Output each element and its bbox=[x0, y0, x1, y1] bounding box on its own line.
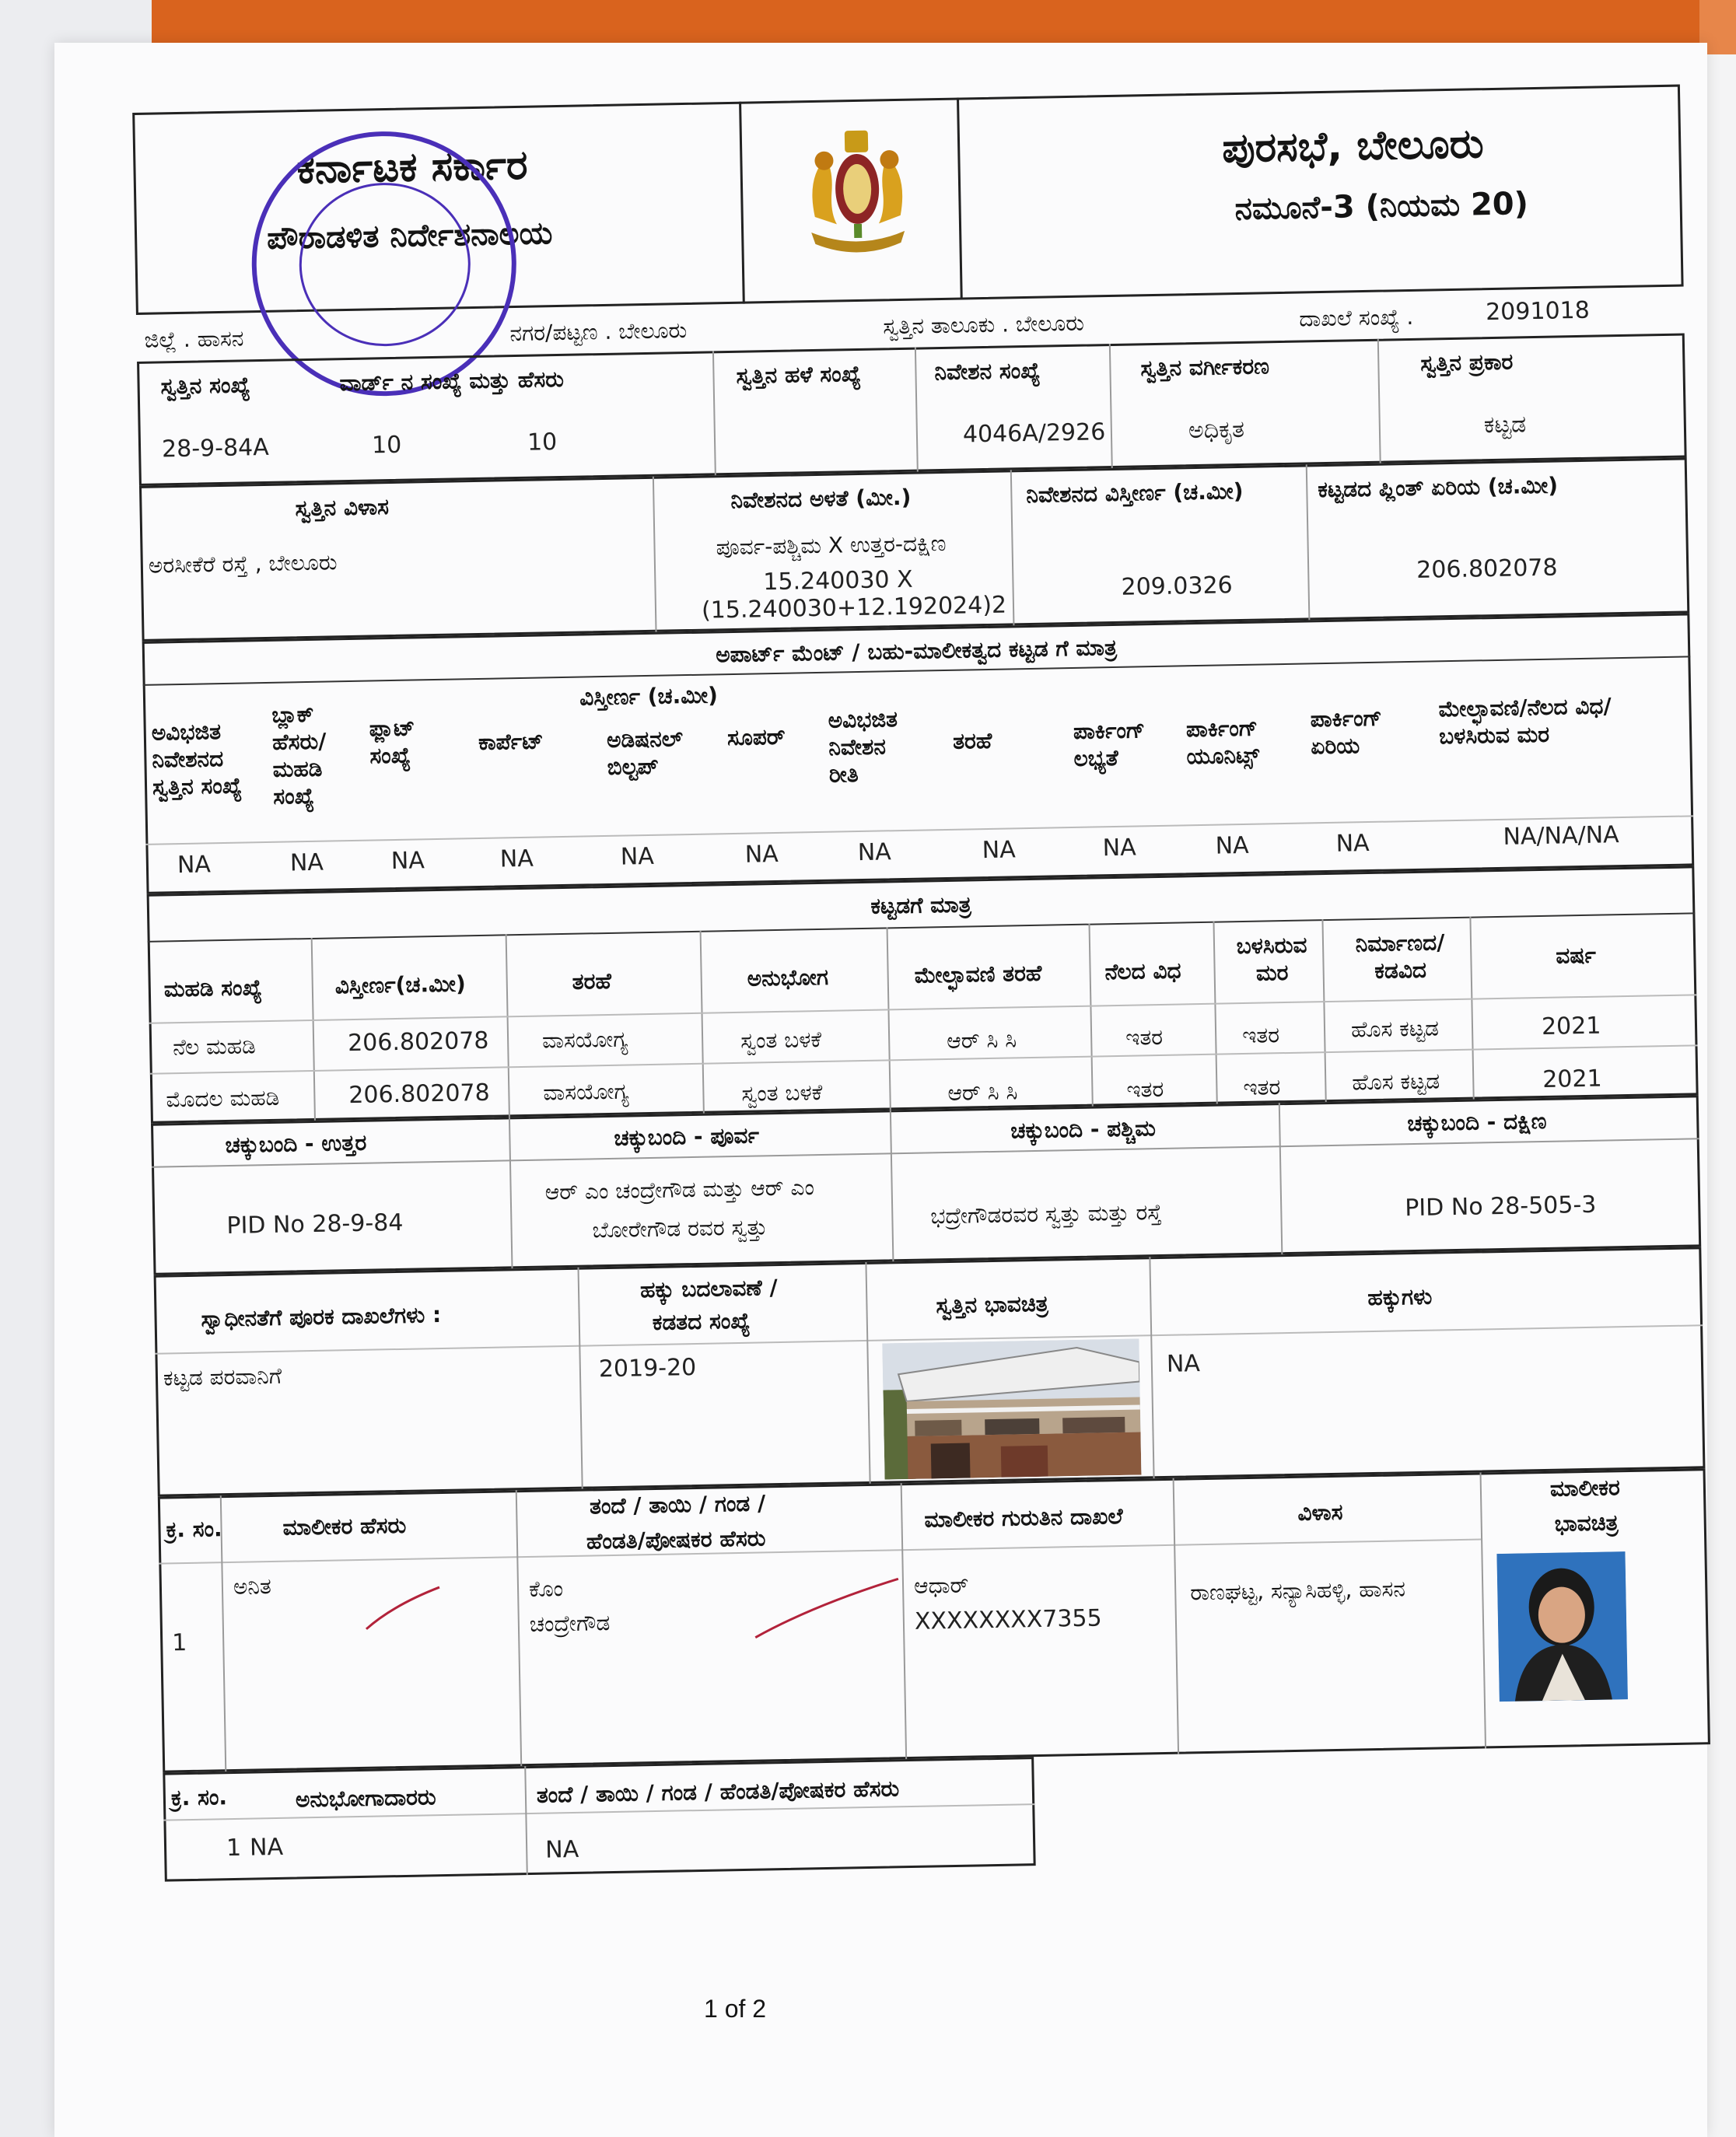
hdr-owner-address: ವಿಳಾಸ bbox=[1297, 1499, 1343, 1526]
hdr-rights-change: ಹಕ್ಕು ಬದಲಾವಣೆ / bbox=[639, 1275, 779, 1303]
apt-value-parking-area: NA bbox=[1335, 830, 1370, 858]
row-usage: ಸ್ವಂತ ಬಳಕೆ bbox=[741, 1079, 823, 1107]
owner-name: ಅನಿತ bbox=[233, 1573, 272, 1600]
owner-id-number: XXXXXXXX7355 bbox=[914, 1604, 1102, 1635]
hdr-floor-category: ತರಹೆ bbox=[572, 967, 612, 995]
row-wood: ಇತರ bbox=[1241, 1022, 1280, 1049]
boundary-west: ಭದ್ರೇಗೌಡರವರ ಸ್ವತ್ತು ಮತ್ತು ರಸ್ತೆ bbox=[930, 1198, 1162, 1229]
dimensions-line1: 15.240030 X bbox=[763, 565, 913, 596]
occupants-table bbox=[163, 1757, 1035, 1882]
row-year: 2021 bbox=[1542, 1065, 1602, 1093]
hdr-parking-units: ಪಾರ್ಕಿಂಗ್ ಯೂನಿಟ್ಸ್ bbox=[1185, 715, 1260, 770]
hdr-roof-floor-wood: ಮೇಲ್ಛಾವಣಿ/ನೆಲದ ವಿಧ/ಬಳಸಿರುವ ಮರ bbox=[1438, 693, 1612, 750]
row-category: ವಾಸಯೋಗ್ಯ bbox=[541, 1026, 628, 1054]
dimensions-line2: (15.240030+12.192024)2 bbox=[701, 591, 1007, 624]
hdr-site-no: ನಿವೇಶನ ಸಂಖ್ಯೆ bbox=[934, 357, 1041, 386]
taluk: ಸ್ವತ್ತಿನ ತಾಲೂಕು . ಬೇಲೂರು bbox=[883, 310, 1085, 340]
row-wood: ಇತರ bbox=[1243, 1074, 1281, 1101]
hdr-occupant-name: ಅನುಭೋಗಾದಾರರು bbox=[295, 1784, 436, 1813]
hdr-classification: ಸ್ವತ್ತಿನ ವರ್ಗೀಕರಣ bbox=[1140, 353, 1270, 382]
hdr-file-no: ಕಡತದ ಸಂಖ್ಯೆ bbox=[652, 1307, 751, 1336]
property-no: 28-9-84A bbox=[161, 433, 270, 463]
directorate-name: ಪೌರಾಡಳಿತ ನಿರ್ದೇಶನಾಲಯ bbox=[266, 215, 553, 257]
hdr-owner-name: ಮಾಲೀಕರ ಹೆಸರು bbox=[282, 1512, 407, 1541]
town: ನಗರ/ಪಟ್ಟಣ . ಬೇಲೂರು bbox=[509, 317, 688, 347]
row-usage: ಸ್ವಂತ ಬಳಕೆ bbox=[740, 1026, 822, 1054]
occupant-sl: 1 bbox=[226, 1834, 242, 1862]
hdr-floor-type: ನೆಲದ ವಿಧ bbox=[1104, 957, 1181, 985]
apt-value-carpet: NA bbox=[499, 845, 534, 873]
site-no: 4046A/2926 bbox=[962, 418, 1106, 449]
govt-name: ಕರ್ನಾಟಕ ಸರ್ಕಾರ bbox=[296, 142, 528, 194]
signature-mark bbox=[362, 1581, 448, 1637]
owner-id-type: ಆಧಾರ್ bbox=[913, 1572, 969, 1599]
hdr-occupant-relation: ತಂದೆ / ತಾಯಿ / ಗಂಡ / ಹೆಂಡತಿ/ಪೋಷಕರ ಹೆಸರು bbox=[536, 1775, 900, 1808]
hdr-ward: ವಾರ್ಡ್ ನ ಸಂಖ್ಯೆ ಮತ್ತು ಹೆಸರು bbox=[339, 365, 565, 397]
hdr-site-area: ನಿವೇಶನದ ವಿಸ್ತೀರ್ಣ (ಚ.ಮೀ) bbox=[1026, 477, 1244, 509]
apt-value-flat-no: NA bbox=[390, 847, 425, 876]
municipality-name: ಪುರಸಭೆ, ಬೇಲೂರು bbox=[1221, 121, 1485, 173]
apt-value-additional: NA bbox=[620, 842, 655, 871]
hdr-floor-area: ವಿಸ್ತೀರ್ಣ(ಚ.ಮೀ) bbox=[334, 971, 467, 999]
form-name: ನಮೂನೆ-3 (ನಿಯಮ 20) bbox=[1234, 186, 1529, 228]
apt-value-super: NA bbox=[744, 840, 779, 869]
row-roof: ಆರ್ ಸಿ ಸಿ bbox=[947, 1079, 1018, 1106]
file-no: 2019-20 bbox=[598, 1353, 697, 1383]
hdr-undivided-no: ಅವಿಭಜಿತ ನಿವೇಶನದ ಸ್ವತ್ತಿನ ಸಂಖ್ಯೆ bbox=[151, 719, 243, 800]
boundary-east-line1: ಆರ್ ಎಂ ಚಂದ್ರೇಗೌಡ ಮತ್ತು ಆರ್ ಎಂ bbox=[544, 1174, 815, 1205]
hdr-parking-availability: ಪಾರ್ಕಿಂಗ್ ಲಭ್ಯತೆ bbox=[1073, 717, 1146, 771]
row-area: 206.802078 bbox=[348, 1079, 491, 1110]
hdr-plinth-area: ಕಟ್ಟಡದ ಪ್ಲಿಂತ್ ಏರಿಯ (ಚ.ಮೀ) bbox=[1318, 472, 1559, 503]
supporting-document: ಕಟ್ಟಡ ಪರವಾನಿಗೆ bbox=[163, 1362, 282, 1391]
record-no-label: ದಾಖಲೆ ಸಂಖ್ಯೆ . bbox=[1298, 303, 1414, 332]
hdr-roof-type: ಮೇಲ್ಛಾವಣಿ ತರಹೆ bbox=[914, 960, 1042, 988]
hdr-boundary-south: ಚಕ್ಕುಬಂದಿ - ದಕ್ಷಿಣ bbox=[1406, 1107, 1547, 1137]
hdr-additional: ಅಡಿಷನಲ್ ಬಿಲ್ಟಪ್ bbox=[606, 726, 684, 780]
site-area: 209.0326 bbox=[1121, 572, 1234, 601]
apartment-area-group: ವಿಸ್ತೀರ್ಣ (ಚ.ಮೀ) bbox=[579, 682, 719, 711]
building-title: ಕಟ್ಟಡಗೆ ಮಾತ್ರ bbox=[870, 891, 971, 919]
hdr-supporting-docs: ಸ್ವಾಧೀನತೆಗೆ ಪೂರಕ ದಾಖಲೆಗಳು : bbox=[201, 1301, 442, 1332]
owner-relation-prefix: ಕೊಂ bbox=[528, 1576, 564, 1602]
owner-relation-name: ಚಂದ್ರೇಗೌಡ bbox=[529, 1610, 611, 1637]
hdr-year: ವರ್ಷ bbox=[1556, 942, 1597, 969]
district: ಜಿಲ್ಲೆ . ಹಾಸನ bbox=[144, 325, 244, 353]
hdr-owner-photo-1: ಮಾಲೀಕರ bbox=[1549, 1474, 1621, 1502]
rights-value: NA bbox=[1166, 1350, 1201, 1378]
hdr-owner-sl: ಕ್ರ. ಸಂ. bbox=[166, 1516, 222, 1543]
ward-no: 10 bbox=[371, 431, 402, 460]
page-number: 1 of 2 bbox=[704, 1995, 767, 2023]
hdr-super: ಸೂಪರ್ bbox=[726, 723, 786, 751]
apt-value-undivided-method: NA bbox=[857, 838, 892, 867]
boundary-north: PID No 28-9-84 bbox=[226, 1208, 404, 1240]
row-construction: ಹೊಸ ಕಟ್ಟಡ bbox=[1350, 1015, 1440, 1043]
hdr-owner-relation-1: ತಂದೆ / ತಾಯಿ / ಗಂಡ / bbox=[589, 1490, 766, 1520]
row-category: ವಾಸಯೋಗ್ಯ bbox=[543, 1078, 629, 1106]
hdr-wood-used: ಬಳಸಿರುವ ಮರ bbox=[1236, 932, 1307, 986]
apt-value-parking-availability: NA bbox=[1102, 834, 1137, 862]
record-no: 2091018 bbox=[1485, 296, 1591, 327]
boundary-east-line2: ಬೋರೇಗೌಡ ರವರ ಸ್ವತ್ತು bbox=[592, 1214, 768, 1243]
row-year: 2021 bbox=[1541, 1012, 1601, 1041]
row-area: 206.802078 bbox=[347, 1027, 489, 1058]
hdr-boundary-north: ಚಕ್ಕುಬಂದಿ - ಉತ್ತರ bbox=[225, 1129, 367, 1159]
hdr-property-no: ಸ್ವತ್ತಿನ ಸಂಖ್ಯೆ bbox=[160, 372, 250, 400]
owner-sl: 1 bbox=[171, 1629, 187, 1657]
classification: ಅಧಿಕೃತ bbox=[1188, 415, 1245, 445]
hdr-boundary-east: ಚಕ್ಕುಬಂದಿ - ಪೂರ್ವ bbox=[614, 1122, 760, 1151]
row-floor: ನೆಲ ಮಹಡಿ bbox=[172, 1033, 257, 1061]
row-construction: ಹೊಸ ಕಟ್ಟಡ bbox=[1351, 1068, 1440, 1096]
row-roof: ಆರ್ ಸಿ ಸಿ bbox=[946, 1027, 1017, 1055]
plinth-area: 206.802078 bbox=[1416, 554, 1558, 584]
apt-value-block: NA bbox=[289, 848, 324, 877]
dimensions-direction: ಪೂರ್ವ-ಪಶ್ಚಿಮ X ಉತ್ತರ-ದಕ್ಷಿಣ bbox=[716, 530, 947, 561]
signature-mark bbox=[751, 1572, 908, 1646]
hdr-occupant-sl: ಕ್ರ. ಸಂ. bbox=[170, 1784, 228, 1811]
hdr-undivided-method: ಅವಿಭಜಿತ ನಿವೇಶನ ರೀತಿ bbox=[828, 706, 898, 788]
ward-name: 10 bbox=[527, 428, 558, 456]
document-paper bbox=[54, 43, 1707, 2137]
row-floor-type: ಇತರ bbox=[1125, 1023, 1164, 1051]
owner-photo bbox=[1496, 1551, 1627, 1702]
apt-value-category: NA bbox=[982, 836, 1017, 865]
hdr-category: ತರಹೆ bbox=[952, 727, 992, 754]
hdr-property-photo: ಸ್ವತ್ತಿನ ಭಾವಚಿತ್ರ bbox=[936, 1290, 1048, 1319]
apt-value-roof-floor-wood: NA/NA/NA bbox=[1503, 821, 1619, 851]
hdr-owner-relation-2: ಹೆಂಡತಿ/ಪೋಷಕರ ಹೆಸರು bbox=[586, 1525, 766, 1555]
hdr-parking-area: ಪಾರ್ಕಿಂಗ್ ಏರಿಯ bbox=[1310, 705, 1383, 760]
boundary-south: PID No 28-505-3 bbox=[1404, 1191, 1597, 1222]
occupant-name: NA bbox=[249, 1833, 284, 1862]
hdr-type: ಸ್ವತ್ತಿನ ಪ್ರಕಾರ bbox=[1420, 348, 1514, 376]
property-type: ಕಟ್ಟಡ bbox=[1483, 411, 1527, 439]
hdr-owner-id: ಮಾಲೀಕರ ಗುರುತಿನ ದಾಖಲೆ bbox=[924, 1502, 1123, 1533]
hdr-boundary-west: ಚಕ್ಕುಬಂದಿ - ಪಶ್ಚಿಮ bbox=[1010, 1115, 1157, 1144]
hdr-old-no: ಸ್ವತ್ತಿನ ಹಳೆ ಸಂಖ್ಯೆ bbox=[736, 360, 862, 389]
hdr-rights: ಹಕ್ಕುಗಳು bbox=[1367, 1283, 1433, 1311]
hdr-flat-no: ಫ್ಲಾಟ್ ಸಂಖ್ಯೆ bbox=[369, 715, 415, 769]
hdr-carpet: ಕಾರ್ಪೆಟ್ bbox=[478, 728, 544, 755]
hdr-floor-no: ಮಹಡಿ ಸಂಖ್ಯೆ bbox=[163, 974, 263, 1002]
karnataka-emblem-icon bbox=[797, 114, 916, 264]
apartment-title: ಅಪಾರ್ಟ್ ಮೆಂಟ್ / ಬಹು-ಮಾಲೀಕತ್ವದ ಕಟ್ಟಡ ಗೆ ಮಾತ್ರ bbox=[715, 634, 1118, 668]
hdr-usage: ಅನುಭೋಗ bbox=[747, 964, 829, 992]
hdr-address: ಸ್ವತ್ತಿನ ವಿಳಾಸ bbox=[295, 494, 390, 522]
hdr-owner-photo-2: ಭಾವಚಿತ್ರ bbox=[1554, 1509, 1619, 1537]
row-floor: ಮೊದಲ ಮಹಡಿ bbox=[166, 1084, 280, 1113]
owner-address: ರಾಣಘಟ್ಟ, ಸನ್ಯಾಸಿಹಳ್ಳಿ, ಹಾಸನ bbox=[1189, 1576, 1406, 1606]
occupant-relation: NA bbox=[544, 1835, 579, 1864]
apt-value-parking-units: NA bbox=[1215, 831, 1249, 860]
property-address: ಅರಸೀಕೆರೆ ರಸ್ತೆ , ಬೇಲೂರು bbox=[148, 549, 338, 579]
apt-value-undivided-no: NA bbox=[177, 851, 212, 880]
property-photo bbox=[882, 1339, 1141, 1480]
hdr-dimensions: ನಿವೇಶನದ ಅಳತೆ (ಮೀ.) bbox=[730, 484, 912, 513]
row-floor-type: ಇತರ bbox=[1126, 1075, 1164, 1103]
hdr-construction: ನಿರ್ಮಾಣದ/ ಕಡವಿದ bbox=[1355, 929, 1445, 984]
property-certificate bbox=[132, 76, 1721, 1947]
hdr-block: ಬ್ಲಾಕ್ ಹೆಸರು/ ಮಹಡಿ ಸಂಖ್ಯೆ bbox=[271, 701, 327, 810]
